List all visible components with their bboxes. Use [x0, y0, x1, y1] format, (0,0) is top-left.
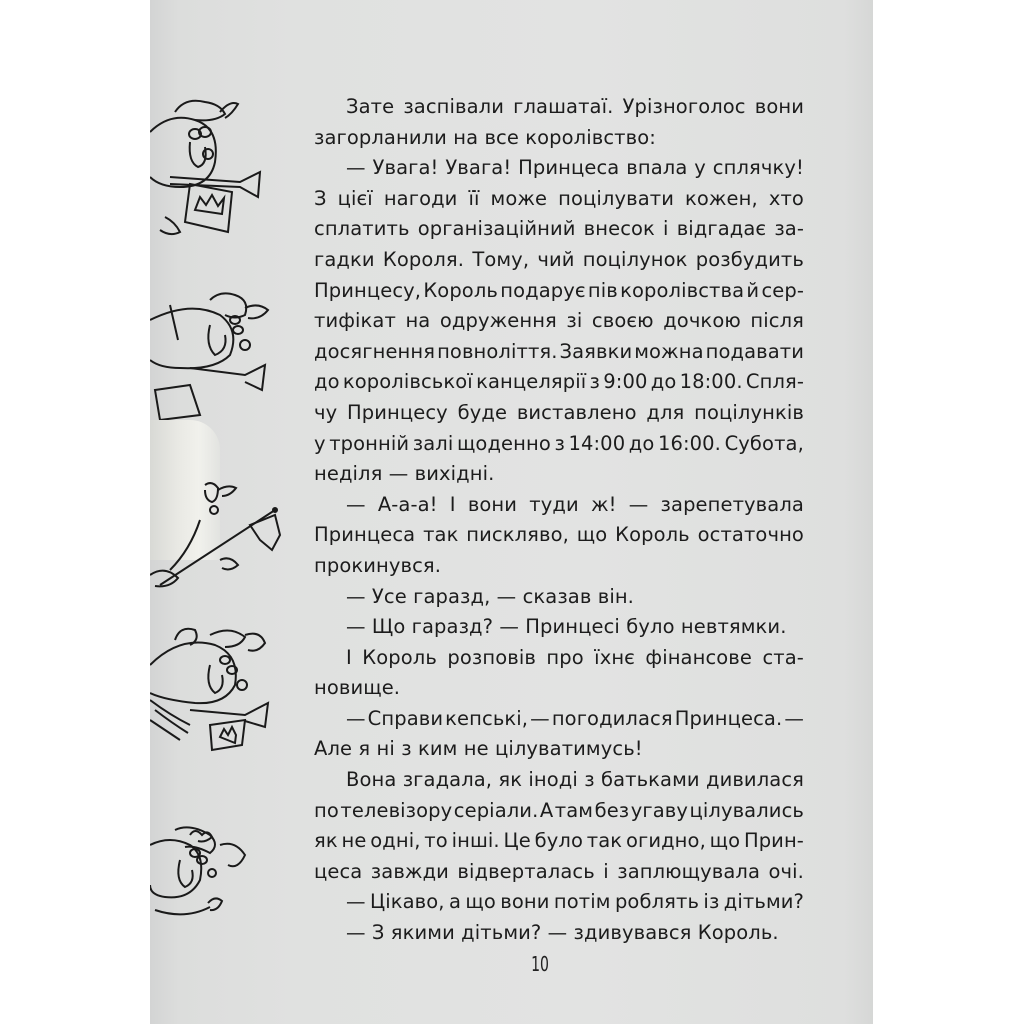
- word: розбудить: [695, 247, 804, 271]
- word: пискляво,: [466, 523, 569, 547]
- illustration-herald-5: [150, 825, 260, 925]
- word: гадки: [314, 247, 375, 271]
- word: угаву: [630, 798, 689, 822]
- word: 18:00.: [679, 370, 743, 394]
- word: іноді: [528, 768, 578, 792]
- word: 16:00.: [657, 431, 721, 455]
- word: Король: [615, 523, 690, 547]
- word: Це: [503, 829, 531, 853]
- illustration-herald-3: [150, 480, 290, 590]
- word: Цікаво,: [369, 890, 445, 914]
- word: так: [586, 829, 623, 853]
- word: ста-: [762, 645, 804, 669]
- word: фінансове: [645, 645, 753, 669]
- word: —: [784, 706, 804, 730]
- word: поцілувати: [558, 186, 674, 210]
- illustration-herald-1: [150, 92, 270, 242]
- word: серіали.: [453, 798, 539, 822]
- word: сплячку!: [712, 156, 804, 180]
- text-line: [314, 887, 804, 918]
- page-number: 10: [531, 952, 549, 976]
- word: впала: [626, 156, 688, 180]
- herald-trumpet-icon: [150, 290, 270, 420]
- word: —: [346, 156, 366, 180]
- word: Тому,: [472, 247, 530, 271]
- word: організаційний: [417, 217, 576, 241]
- word: нагоди: [383, 186, 458, 210]
- word: —: [346, 890, 366, 914]
- word: чий: [537, 247, 575, 271]
- word: з: [584, 768, 595, 792]
- word: й: [746, 278, 760, 302]
- word: що: [709, 829, 741, 853]
- word: 14:00: [568, 431, 626, 455]
- text-line: неділя — вихідні.: [314, 462, 495, 486]
- text-line: — З якими дітьми? — здивувався Король.: [346, 921, 779, 945]
- word: вони: [500, 890, 550, 914]
- word: на: [405, 309, 431, 333]
- text-line: [314, 796, 804, 827]
- word: заспівали: [403, 95, 505, 118]
- word: королівської: [342, 370, 473, 394]
- word: у: [694, 156, 706, 180]
- word: тронній: [329, 431, 410, 455]
- word: із: [703, 890, 720, 914]
- herald-trumpet-icon: [150, 625, 275, 755]
- word: потім: [553, 890, 611, 914]
- word: до: [650, 370, 677, 394]
- word: відгадає: [676, 217, 767, 241]
- word: хто: [768, 186, 804, 210]
- word: внесок: [583, 217, 655, 241]
- word: дочкою: [663, 309, 741, 333]
- word: дивилася: [705, 768, 804, 792]
- word: вони: [467, 492, 518, 516]
- text-line: [314, 704, 804, 735]
- word: щоденно: [456, 431, 551, 455]
- text-line: прокинувся.: [314, 553, 442, 577]
- text-line: загорланили на все королівство:: [314, 125, 656, 149]
- word: дітьми?: [723, 890, 804, 914]
- text-line: новище.: [314, 676, 401, 700]
- word: Короля.: [382, 247, 465, 271]
- word: ж!: [590, 492, 617, 516]
- word: 9:00: [603, 370, 648, 394]
- text-line: [314, 490, 804, 521]
- word: їхнє: [594, 645, 635, 669]
- herald-trumpet-icon: [150, 92, 270, 242]
- word: —: [346, 706, 366, 730]
- text-line: [314, 857, 804, 888]
- text-line: [314, 337, 804, 368]
- text-line: [314, 826, 804, 857]
- word: то: [424, 829, 448, 853]
- word: остаточно: [697, 523, 804, 547]
- word: можна: [634, 339, 704, 363]
- word: інші.: [451, 829, 500, 853]
- word: за-: [774, 217, 804, 241]
- word: погодилася: [551, 706, 673, 730]
- word: кепські,: [445, 706, 529, 730]
- word: що: [465, 890, 496, 914]
- word: досягнення: [314, 339, 436, 363]
- word: по: [314, 798, 339, 822]
- word: А-а-а!: [377, 492, 438, 516]
- word: подавати: [705, 339, 804, 363]
- word: що: [576, 523, 608, 547]
- word: Урізноголос: [622, 95, 746, 118]
- word: телевізору: [340, 798, 453, 822]
- word: Справи: [367, 706, 444, 730]
- word: очі.: [768, 859, 804, 883]
- word: з: [554, 431, 565, 455]
- word: цієї: [337, 186, 373, 210]
- word: завжди: [370, 859, 449, 883]
- text-line: [314, 520, 804, 551]
- word: чу: [314, 400, 338, 424]
- word: королівства: [620, 278, 745, 302]
- word: —: [628, 492, 649, 516]
- word: Спля-: [745, 370, 804, 394]
- word: Король: [362, 645, 437, 669]
- text-line: — Що гаразд? — Принцесі було невтямки.: [346, 615, 787, 639]
- word: може: [490, 186, 548, 210]
- word: —: [346, 492, 366, 516]
- word: там: [554, 798, 594, 822]
- word: І: [449, 492, 456, 516]
- text-line: [314, 429, 804, 460]
- text-line: [314, 643, 804, 674]
- word: цілувались: [689, 798, 804, 822]
- word: Король: [423, 278, 498, 302]
- word: І: [346, 645, 352, 669]
- text-line: [314, 276, 804, 307]
- word: до: [628, 431, 655, 455]
- word: Принцеса.: [674, 706, 783, 730]
- herald-flag-icon: [150, 480, 290, 590]
- text-line: [314, 306, 804, 337]
- text-line: Але я ні з ким не цілуватимусь!: [314, 737, 643, 761]
- word: з: [589, 370, 600, 394]
- word: залі: [412, 431, 454, 455]
- word: Вона: [346, 768, 397, 792]
- word: одні,: [370, 829, 421, 853]
- text-line: [314, 184, 804, 215]
- word: одруження: [439, 309, 557, 333]
- text-line: [314, 765, 804, 796]
- word: Принцеса: [518, 156, 620, 180]
- word: і: [603, 859, 609, 883]
- word: після: [750, 309, 804, 333]
- word: повноліття.: [437, 339, 558, 363]
- text-line: [314, 92, 804, 123]
- text-line: [314, 153, 804, 184]
- word: З: [314, 186, 327, 210]
- word: заплющувала: [617, 859, 761, 883]
- word: батьками: [600, 768, 700, 792]
- word: огидно,: [625, 829, 706, 853]
- word: відверталась: [457, 859, 595, 883]
- word: туди: [529, 492, 579, 516]
- word: зі: [566, 309, 583, 333]
- word: А: [539, 798, 554, 822]
- word: Принцеса: [314, 523, 416, 547]
- word: канцелярії: [476, 370, 587, 394]
- word: цеса: [314, 859, 363, 883]
- word: у: [314, 431, 326, 455]
- word: її: [468, 186, 480, 210]
- word: Заявки: [559, 339, 633, 363]
- word: розповів: [447, 645, 536, 669]
- word: так: [423, 523, 459, 547]
- word: сер-: [761, 278, 804, 302]
- herald-waving-icon: [150, 825, 260, 925]
- word: і: [663, 217, 669, 241]
- word: до: [314, 370, 340, 394]
- word: для: [646, 400, 685, 424]
- word: тифікат: [314, 309, 396, 333]
- text-line: [314, 214, 804, 245]
- word: згадала,: [402, 768, 493, 792]
- word: сплатить: [314, 217, 410, 241]
- word: глашатаї.: [513, 95, 614, 118]
- text-line: [314, 367, 804, 398]
- word: Принцесу: [347, 400, 448, 424]
- word: кожен,: [684, 186, 758, 210]
- word: пів: [587, 278, 618, 302]
- word: Субота,: [724, 431, 804, 455]
- word: своєю: [591, 309, 654, 333]
- illustration-herald-4: [150, 625, 275, 755]
- word: подарує: [500, 278, 586, 302]
- text-line: — Усе гаразд, — сказав він.: [346, 584, 634, 608]
- word: як: [314, 829, 338, 853]
- word: поцілунок: [582, 247, 688, 271]
- body-text: [314, 92, 804, 949]
- word: —: [530, 706, 550, 730]
- word: поцілунків: [694, 400, 804, 424]
- word: було: [534, 829, 583, 853]
- text-line: [314, 245, 804, 276]
- word: роблять: [614, 890, 700, 914]
- word: зарепетувала: [660, 492, 804, 516]
- word: як: [498, 768, 523, 792]
- word: вони: [754, 95, 804, 118]
- word: про: [546, 645, 584, 669]
- word: без: [594, 798, 630, 822]
- word: Увага!: [372, 156, 439, 180]
- illustration-herald-2: [150, 290, 270, 420]
- word: Зате: [346, 95, 395, 118]
- book-page: [150, 0, 873, 1024]
- word: Увага!: [445, 156, 512, 180]
- word: не: [341, 829, 367, 853]
- word: Прин-: [743, 829, 804, 853]
- word: буде: [457, 400, 508, 424]
- word: а: [448, 890, 462, 914]
- text-line: [314, 398, 804, 429]
- word: виставлено: [516, 400, 637, 424]
- word: Принцесу,: [314, 278, 422, 302]
